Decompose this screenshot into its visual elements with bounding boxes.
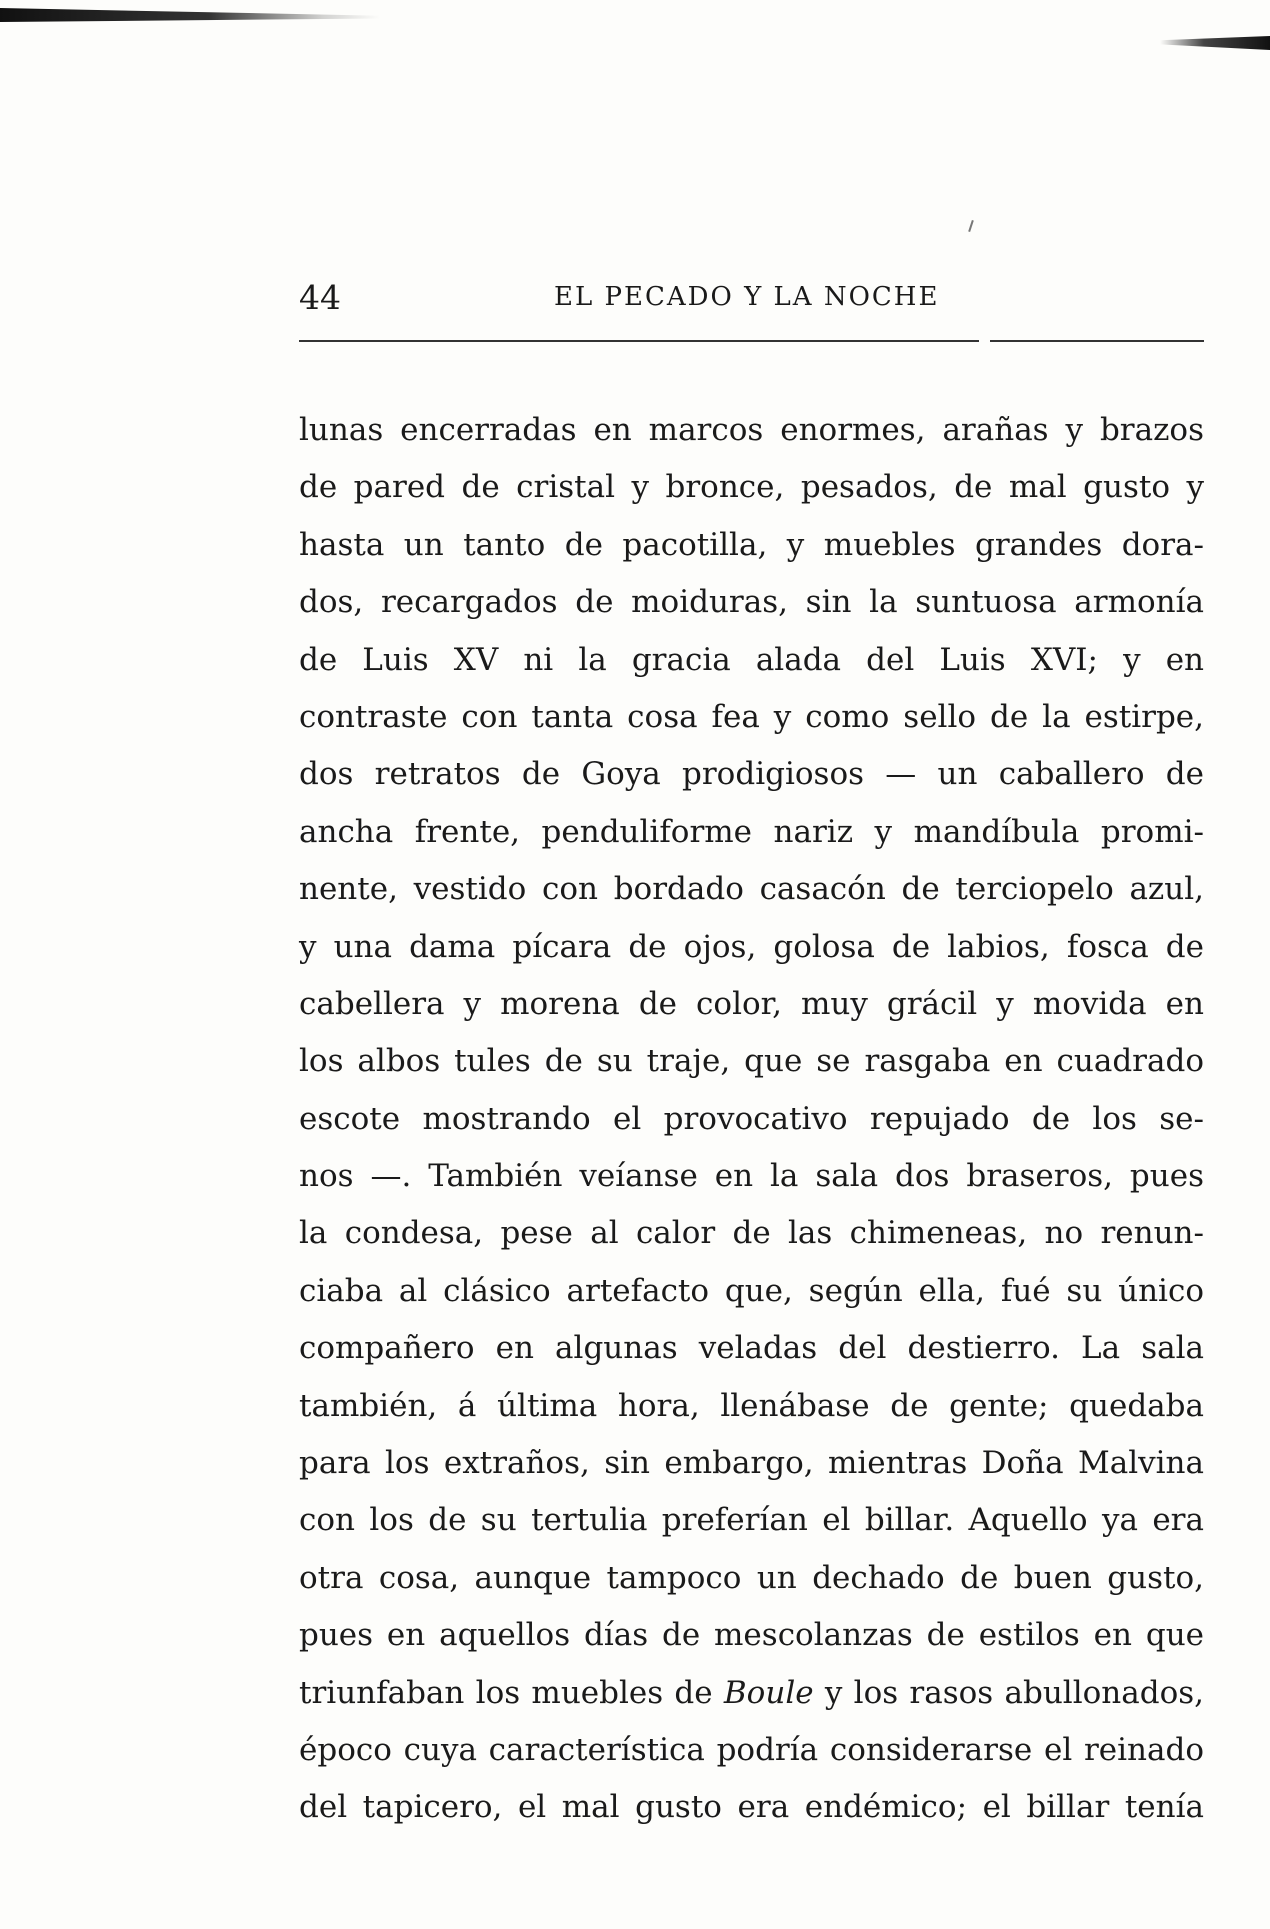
running-head — [299, 278, 1204, 318]
scan-edge-mark-left — [0, 8, 380, 22]
text-line: para los extraños, sin embargo, mientras Doña Malvina — [299, 1445, 1204, 1482]
text-line: de Luis XV ni la gracia alada del Luis XVI; y en — [299, 641, 1204, 678]
text-line-with-italic — [299, 1665, 1204, 1722]
text-line: escote mostrando el provocativo repujado de los se- — [299, 1100, 1204, 1137]
text-line: de pared de cristal y bronce, pesados, de mal gusto y — [299, 469, 1204, 506]
header-rule-end — [990, 340, 1204, 342]
text-line: hasta un tanto de pacotilla, y muebles grandes dora- — [299, 526, 1204, 563]
body-text — [299, 402, 1204, 1837]
text-line: compañero en algunas veladas del destierro. La sala — [299, 1330, 1204, 1367]
text-line: ciaba al clásico artefacto que, según ella, fué su único — [299, 1272, 1204, 1309]
text-line: époco cuya característica podría considerarse el reinado — [299, 1731, 1204, 1768]
book-title: EL PECADO Y LA NOCHE — [554, 282, 940, 312]
text-line: dos, recargados de moiduras, sin la suntuosa armonía — [299, 584, 1204, 621]
text-line: con los de su tertulia preferían el billar. Aquello ya era — [299, 1502, 1204, 1539]
text-segment: triunfaban los muebles de — [299, 1674, 724, 1711]
text-line: lunas encerradas en marcos enormes, arañas y brazos — [299, 412, 1204, 448]
header-rule — [299, 340, 979, 342]
text-line: del tapicero, el mal gusto era endémico; el billar tenía — [299, 1789, 1204, 1826]
text-segment: y los rasos abullonados, — [813, 1674, 1204, 1711]
text-line: dos retratos de Goya prodigiosos — un caballero de — [299, 756, 1204, 793]
scan-speck — [968, 220, 974, 232]
text-line: otra cosa, aunque tampoco un dechado de buen gusto, — [299, 1559, 1204, 1596]
text-line: cabellera y morena de color, muy grácil y movida en — [299, 985, 1204, 1022]
text-line: ancha frente, penduliforme nariz y mandíbula promi- — [299, 813, 1204, 850]
text-line: pues en aquellos días de mescolanzas de estilos en que — [299, 1617, 1204, 1654]
text-line: y una dama pícara de ojos, golosa de labios, fosca de — [299, 928, 1204, 965]
italic-word: Boule — [723, 1674, 814, 1711]
text-line: nente, vestido con bordado casacón de terciopelo azul, — [299, 871, 1204, 908]
page-number: 44 — [299, 278, 341, 317]
text-line: los albos tules de su traje, que se rasgaba en cuadrado — [299, 1043, 1204, 1080]
scan-edge-mark-right — [1160, 36, 1270, 50]
text-line: nos —. También veíanse en la sala dos braseros, pues — [299, 1158, 1204, 1195]
text-line: la condesa, pese al calor de las chimeneas, no renun- — [299, 1215, 1204, 1252]
text-line: contraste con tanta cosa fea y como sello de la estirpe, — [299, 698, 1204, 735]
text-line: también, á última hora, llenábase de gente; quedaba — [299, 1387, 1204, 1424]
